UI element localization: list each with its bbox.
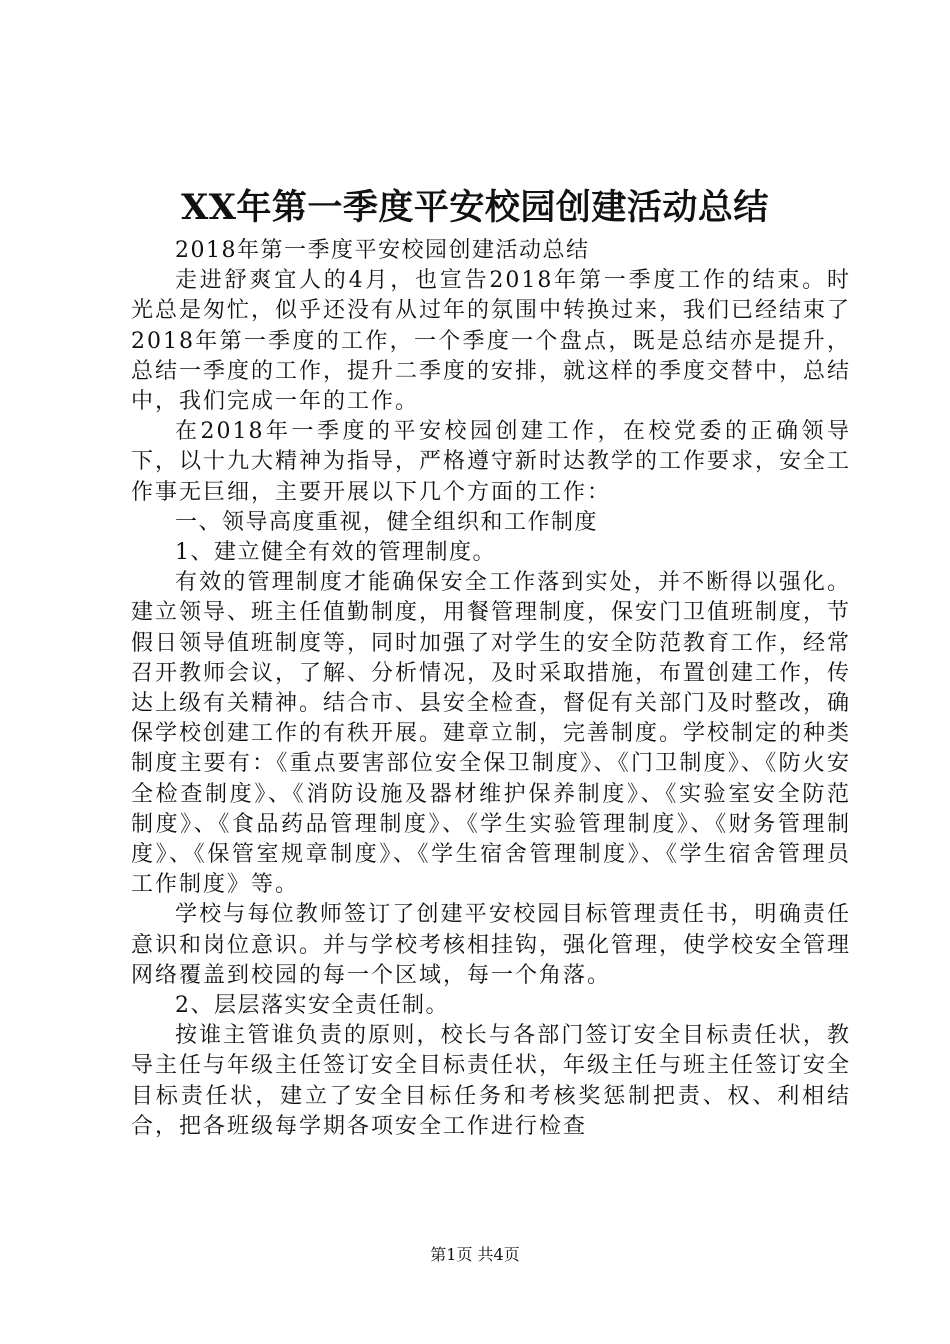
paragraph-intro: 走进舒爽宜人的4月，也宣告2018年第一季度工作的结束。时光总是匆忙，似乎还没有从过年的氛围中转换过来，我们已经结束了2018年第一季度的工作，一个季度一个盘点，既是总结亦是提升，总结一季度的工作，提升二季度的安排，就这样的季度交替中，总结中，我们完成一年的工作。 bbox=[131, 268, 852, 415]
section-heading-1: 一、领导高度重视，健全组织和工作制度 bbox=[175, 509, 599, 535]
paragraph-responsibility-letter: 学校与每位教师签订了创建平安校园目标管理责任书，明确责任意识和岗位意识。并与学校考核相挂钩，强化管理，使学校安全管理网络覆盖到校园的每一个区域，每一个角落。 bbox=[131, 902, 852, 988]
paragraph-responsibility-system: 按谁主管谁负责的原则，校长与各部门签订安全目标责任状，教导主任与年级主任签订安全目标责任状，年级主任与班主任签订安全目标责任状，建立了安全目标任务和考核奖惩制把责、权、利相结合，把各班级每学期各项安全工作进行检查 bbox=[131, 1023, 852, 1139]
paragraph-subtitle: 2018年第一季度平安校园创建活动总结 bbox=[175, 238, 590, 263]
paragraph-overview: 在2018年一季度的平安校园创建工作，在校党委的正确领导下，以十九大精神为指导，严格遵守新时达教学的工作要求，安全工作事无巨细，主要开展以下几个方面的工作： bbox=[131, 419, 852, 505]
document-body bbox=[131, 236, 851, 1142]
subsection-heading-2: 2、层层落实安全责任制。 bbox=[175, 993, 449, 1019]
subsection-heading-1: 1、建立健全有效的管理制度。 bbox=[175, 540, 496, 566]
page-number-footer: 第1页 共4页 bbox=[430, 1245, 520, 1264]
document-title: XX年第一季度平安校园创建活动总结 bbox=[181, 187, 769, 228]
paragraph-management-system: 有效的管理制度才能确保安全工作落到实处，并不断得以强化。建立领导、班主任值勤制度，用餐管理制度，保安门卫值班制度，节假日领导值班制度等，同时加强了对学生的安全防范教育工作，经常召开教师会议，了解、分析情况，及时采取措施，布置创建工作，传达上级有关精神。结合市、县安全检查，督促有关部门及时整改，确保学校创建工作的有秩开展。建章立制，完善制度。学校制定的种类制度主要有：《重点要害部位安全保卫制度》、《门卫制度》、《防火安全检查制度》、《消防设施及器材维护保养制度》、《实验室安全防范制度》、《食品药品管理制度》、《学生实验管理制度》、《财务管理制度》、《保管室规章制度》、《学生宿舍管理制度》、《学生宿舍管理员工作制度》等。 bbox=[131, 570, 852, 898]
